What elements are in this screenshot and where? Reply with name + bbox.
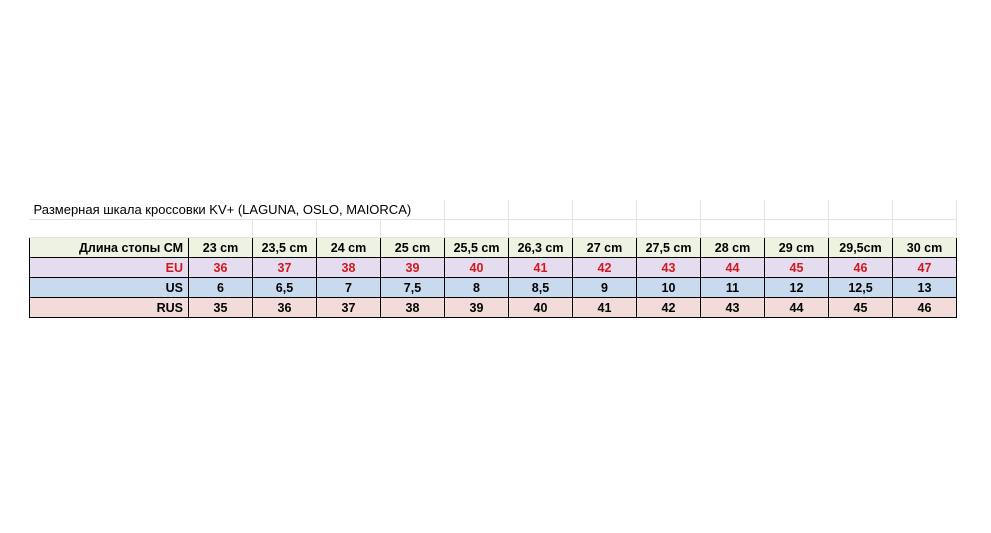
size-cell: 40 [509,298,573,318]
size-cell: 39 [445,298,509,318]
size-cell: 11 [701,278,765,298]
size-cell: 44 [765,298,829,318]
size-cell: 45 [765,258,829,278]
size-cell: 9 [573,278,637,298]
size-cell: 45 [829,298,893,318]
size-cell: 27,5 cm [637,238,701,258]
size-cell: 12 [765,278,829,298]
us-size-row [30,278,957,298]
size-cell: 25 cm [381,238,445,258]
size-cell: 37 [253,258,317,278]
size-chart-sheet [29,200,956,318]
size-cell: 10 [637,278,701,298]
size-cell: 35 [189,298,253,318]
size-cell: 37 [317,298,381,318]
row-label-foot-length: Длина стопы СМ [30,238,189,258]
size-cell: 6,5 [253,278,317,298]
size-cell: 38 [317,258,381,278]
size-cell: 13 [893,278,957,298]
size-cell: 7 [317,278,381,298]
size-cell: 47 [893,258,957,278]
row-label-eu: EU [30,258,189,278]
size-cell: 39 [381,258,445,278]
size-cell: 28 cm [701,238,765,258]
eu-size-row [30,258,957,278]
size-cell: 29 cm [765,238,829,258]
size-cell: 6 [189,278,253,298]
size-cell: 38 [381,298,445,318]
size-cell: 7,5 [381,278,445,298]
size-cell: 36 [189,258,253,278]
size-cell: 42 [637,298,701,318]
title-row [30,200,957,220]
size-cell: 8,5 [509,278,573,298]
size-cell: 41 [573,298,637,318]
size-cell: 41 [509,258,573,278]
size-cell: 40 [445,258,509,278]
rus-size-row [30,298,957,318]
size-cell: 26,3 cm [509,238,573,258]
size-cell: 43 [637,258,701,278]
size-cell: 42 [573,258,637,278]
size-cell: 24 cm [317,238,381,258]
size-cell: 29,5cm [829,238,893,258]
size-cell: 43 [701,298,765,318]
size-cell: 46 [829,258,893,278]
size-cell: 8 [445,278,509,298]
size-cell: 23,5 cm [253,238,317,258]
size-cell: 46 [893,298,957,318]
row-label-us: US [30,278,189,298]
size-cell: 27 cm [573,238,637,258]
size-chart-table [29,200,957,318]
row-label-rus: RUS [30,298,189,318]
chart-title: Размерная шкала кроссовки KV+ (LAGUNA, OSLO, MAIORCA) [33,202,412,217]
size-cell: 23 cm [189,238,253,258]
foot-length-row [30,238,957,258]
empty-row [30,220,957,238]
size-cell: 36 [253,298,317,318]
size-cell: 30 cm [893,238,957,258]
size-cell: 12,5 [829,278,893,298]
size-cell: 25,5 cm [445,238,509,258]
chart-title-cell [30,200,412,220]
size-cell: 44 [701,258,765,278]
